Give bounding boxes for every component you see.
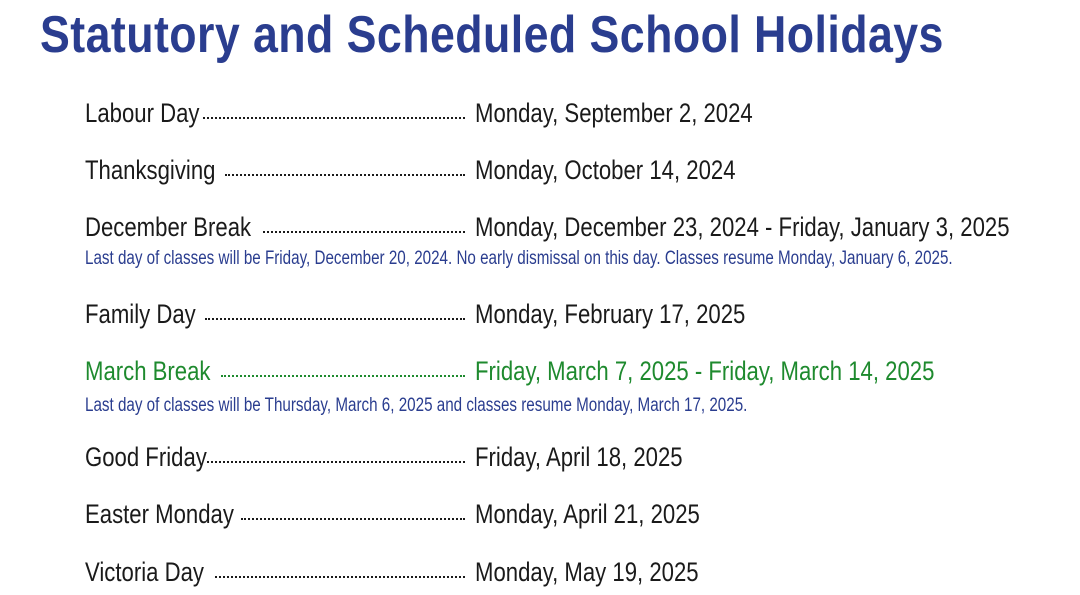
holiday-name: December Break	[85, 212, 252, 242]
holiday-name: March Break	[85, 356, 211, 386]
holiday-note-march-break: Last day of classes will be Thursday, March 6, 2025 and classes resume Monday, March 17, 2025.	[85, 395, 748, 416]
holiday-date: Friday, April 18, 2025	[475, 442, 683, 472]
dot-leader	[207, 461, 465, 463]
dot-leader	[221, 375, 465, 377]
holiday-name: Thanksgiving	[85, 155, 216, 185]
holiday-row-family-day	[85, 297, 1075, 331]
holiday-name: Good Friday	[85, 442, 207, 472]
holiday-name: Victoria Day	[85, 557, 204, 587]
holiday-row-march-break	[85, 354, 1075, 388]
holiday-date: Monday, April 21, 2025	[475, 499, 700, 529]
holiday-row-december-break	[85, 210, 1075, 244]
holiday-note-december-break: Last day of classes will be Friday, December 20, 2024. No early dismissal on this day. Classes resume Monday, January 6, 2025.	[85, 248, 953, 269]
dot-leader	[263, 231, 465, 233]
dot-leader	[225, 174, 465, 176]
holiday-date: Monday, February 17, 2025	[475, 299, 746, 329]
dot-leader	[205, 318, 465, 320]
holiday-row-victoria-day	[85, 555, 1075, 589]
holiday-row-easter-monday	[85, 497, 1075, 531]
holiday-date: Monday, December 23, 2024 - Friday, January 3, 2025	[475, 212, 1010, 242]
holiday-row-thanksgiving	[85, 153, 1075, 187]
holiday-row-good-friday	[85, 440, 1075, 474]
dot-leader	[215, 576, 465, 578]
dot-leader	[241, 518, 465, 520]
holiday-name: Family Day	[85, 299, 196, 329]
dot-leader	[203, 117, 465, 119]
holiday-name: Labour Day	[85, 98, 200, 128]
holiday-name: Easter Monday	[85, 499, 234, 529]
holiday-date: Monday, May 19, 2025	[475, 557, 699, 587]
holiday-row-labour-day	[85, 96, 1075, 130]
holiday-date: Friday, March 7, 2025 - Friday, March 14, 2025	[475, 356, 935, 386]
holiday-date: Monday, October 14, 2024	[475, 155, 736, 185]
holiday-date: Monday, September 2, 2024	[475, 98, 753, 128]
page-title: Statutory and Scheduled School Holidays	[40, 6, 944, 64]
